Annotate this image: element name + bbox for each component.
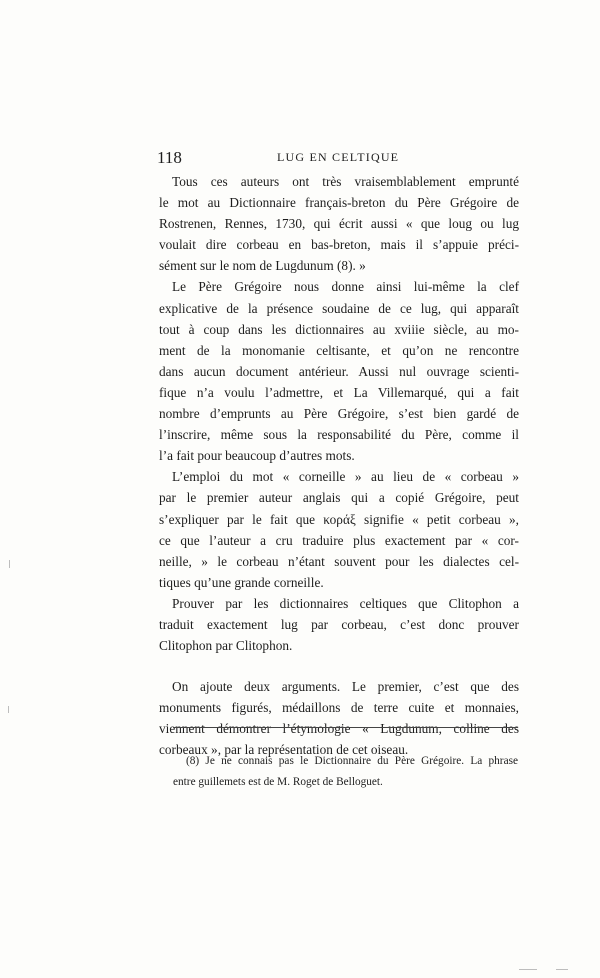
text-line: tout à coup dans les dictionnaires au xviiie siècle, au mo- [159,321,519,337]
page-header [157,148,517,170]
text-line: traduit exactement lug par corbeau, c’est donc prouver [159,616,519,632]
scan-mark [556,969,568,970]
footnote [173,752,518,794]
text-line: l’a fait pour beaucoup d’autres mots. [159,448,355,464]
text-line: Tous ces auteurs ont très vraisemblablement emprunté [172,174,519,189]
text-line: Le Père Grégoire nous donne ainsi lui-même la clef [172,279,519,295]
text-line: ce que l’auteur a cru traduire plus exactement par « cor- [159,532,519,548]
text-line: monuments figurés, médaillons de terre cuite et monnaies, [159,700,519,716]
text-line: explicative de la présence soudaine de ce lug, qui apparaît [159,300,519,316]
text-line: Prouver par les dictionnaires celtiques que Clitophon a [172,595,519,611]
text-line: On ajoute deux arguments. Le premier, c’est que des [172,679,519,695]
text-line: tiques qu’une grande corneille. [159,574,324,590]
footnote-divider [173,727,518,728]
text-line: sément sur le nom de Lugdunum (8). » [159,258,366,274]
scan-mark [9,560,10,568]
text-line: ment de la monomanie celtisante, et qu’on ne rencontre [159,342,519,358]
scan-mark [8,706,9,713]
text-line: Rostrenen, Rennes, 1730, qui écrit aussi « que loug ou lug [159,216,519,232]
main-text [159,171,519,761]
text-line: nombre d’emprunts au Père Grégoire, s’est bien gardé de [159,406,519,422]
text-line: neille, » le corbeau n’étant souvent pour les dialectes cel- [159,553,519,569]
scan-mark [519,969,537,970]
text-line: s’expliquer par le fait que κοράξ signifie « petit corbeau », [159,511,519,527]
text-line: corbeaux », par la représentation de cet oiseau. [159,742,409,758]
text-line: L’emploi du mot « corneille » au lieu de « corbeau » [172,469,519,485]
running-head: LUG EN CELTIQUE [277,150,400,164]
text-line: viennent démontrer l’étymologie « Lugdunum, colline des [159,721,519,737]
page-number: 118 [157,148,182,167]
text-line: voulait dire corbeau en bas-breton, mais il s’appuie préci- [159,237,519,253]
text-line: Clitophon par Clitophon. [159,638,293,654]
text-line: le mot au Dictionnaire français-breton du Père Grégoire de [159,195,519,211]
text-line: par le premier auteur anglais qui a copié Grégoire, peut [159,490,519,506]
text-line: entre guillemets est de M. Roget de Belloguet. [173,776,383,789]
text-line: dans aucun document antérieur. Aussi nul ouvrage scienti- [159,363,519,379]
text-line: fique n’a voulu l’admettre, et La Villemarqué, qui a fait [159,384,519,400]
text-line: (8) Je ne connais pas le Dictionnaire du Père Grégoire. La phrase [186,755,518,767]
text-line: l’inscrire, même sous la responsabilité du Père, comme il [159,427,519,443]
paragraph-gap [159,656,519,676]
